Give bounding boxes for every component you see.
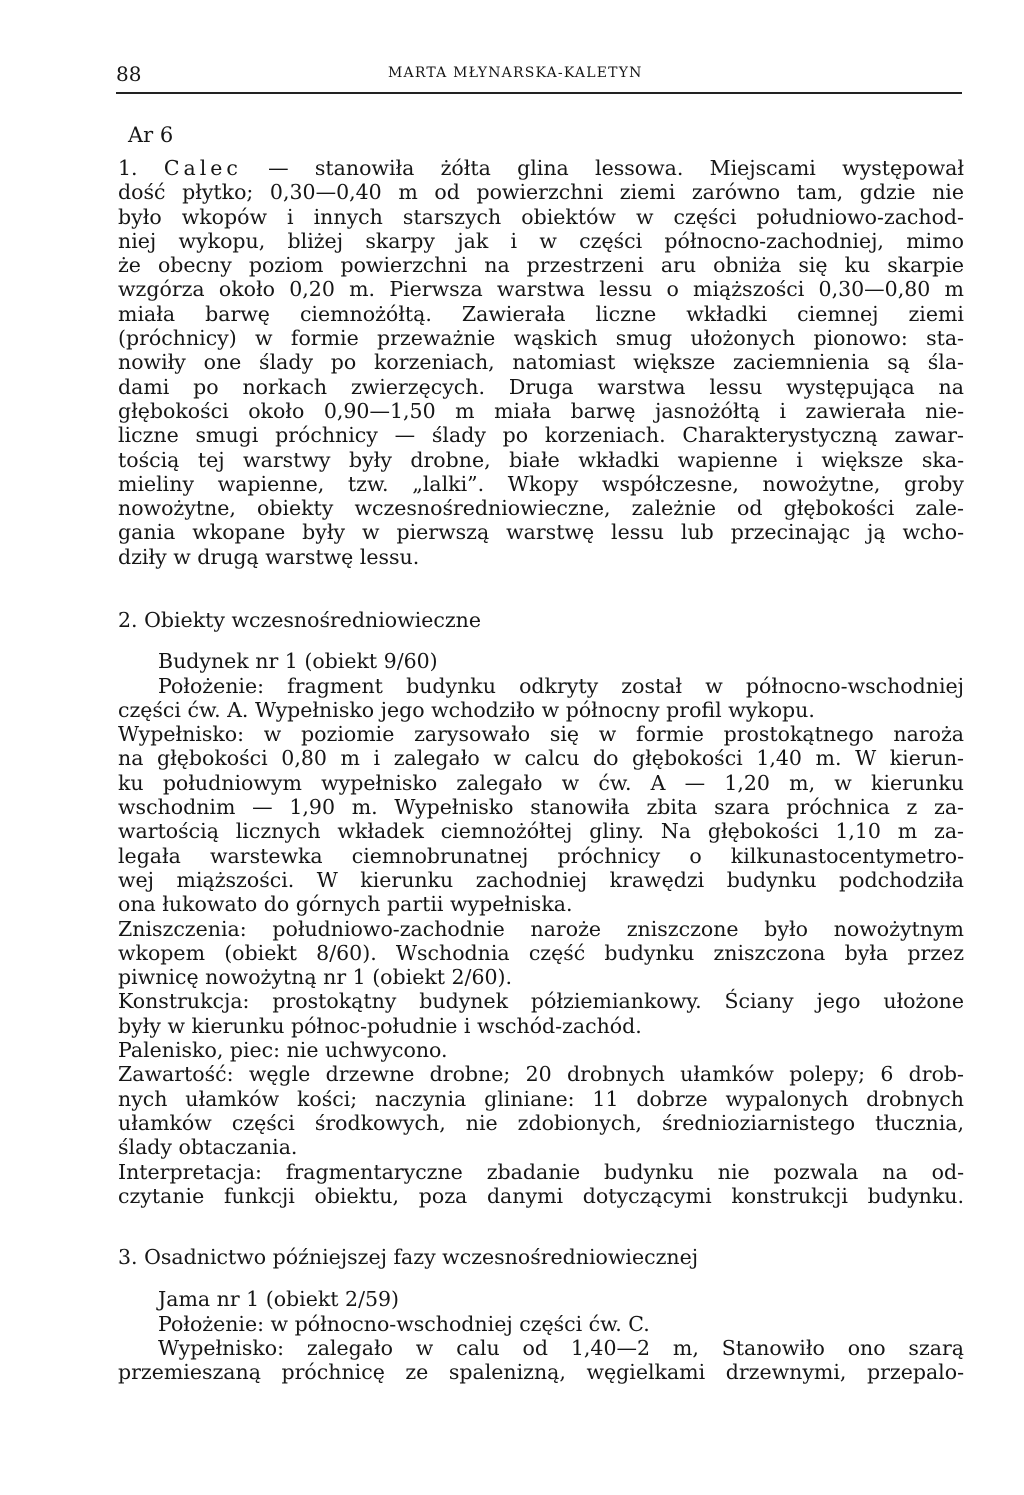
paragraph-line: gania wkopane były w pierwszą warstwę lessu lub przecinając ją wcho-: [118, 520, 964, 545]
paragraph-line: Palenisko, piec: nie uchwycono.: [118, 1038, 448, 1063]
paragraph-line: ona łukowato do górnych partii wypełniska.: [118, 892, 573, 917]
paragraph-line: dami po norkach zwierzęcych. Druga warstwa lessu występująca na: [118, 374, 964, 399]
paragraph-line: były w kierunku północ-południe i wschód-zachód.: [118, 1013, 642, 1038]
section-number: 1.: [118, 156, 138, 180]
paragraph-line: głębokości około 0,90—1,50 m miała barwę jasnożółtą i zawierała nie-: [118, 398, 964, 423]
section-calec: [118, 156, 964, 569]
paragraph-line-text: stanowiła żółta glina lessowa. Miejscami występował: [314, 156, 964, 180]
paragraph-line: Interpretacja: fragmentaryczne zbadanie budynku nie pozwala na od-: [118, 1159, 964, 1184]
paragraph-line: tością tej warstwy były drobne, białe wkładki wapienne i większe ska-: [118, 447, 964, 472]
paragraph-line: niej wykopu, bliżej skarpy jak i w części północno-zachodniej, mimo: [118, 228, 964, 253]
paragraph-line: (próchnicy) w formie przeważnie wąskich smug ułożonych pionowo: sta-: [118, 326, 964, 351]
paragraph-line: dziły w drugą warstwę lessu.: [118, 544, 420, 569]
paragraph-line: nych ułamków kości; naczynia gliniane: 11 dobrze wypalonych drobnych: [118, 1086, 964, 1111]
section-heading: 2. Obiekty wczesnośredniowieczne: [118, 608, 482, 632]
paragraph-line: że obecny poziom powierzchni na przestrzeni aru obniża się ku skarpie: [118, 253, 964, 278]
paragraph-line: Położenie: w północno-wschodniej części ćw. C.: [158, 1311, 650, 1336]
pit-heading: Jama nr 1 (obiekt 2/59): [158, 1287, 400, 1312]
paragraph-line: przemieszaną próchnicę ze spalenizną, węgielkami drzewnymi, przepalo-: [118, 1360, 964, 1385]
paragraph-line: legała warstewka ciemnobrunatnej próchnicy o kilkunastocentymetro-: [118, 843, 964, 868]
running-title: MARTA MŁYNARSKA-KALETYN: [388, 65, 643, 81]
paragraph-line: Wypełnisko: w poziomie zarysowało się w formie prostokątnego naroża: [118, 722, 964, 747]
paragraph-line: części ćw. A. Wypełnisko jego wchodziło w północny profil wykopu.: [118, 697, 815, 722]
paragraph-line: Konstrukcja: prostokątny budynek półziemiankowy. Ściany jego ułożone: [118, 989, 964, 1014]
paragraph-line: Wypełnisko: zalegało w calu od 1,40—2 m, Stanowiło ono szarą: [158, 1335, 964, 1360]
paragraph-line: nowożytne, obiekty wczesnośredniowieczne, zależnie od głębokości zale-: [118, 496, 964, 521]
section-early-medieval-objects: [118, 608, 964, 1208]
paragraph-line: było wkopów i innych starszych obiektów w części południowo-zachod-: [118, 204, 964, 229]
section-heading: 3. Osadnictwo późniejszej fazy wczesnośredniowiecznej: [118, 1245, 699, 1269]
paragraph-line: wartością licznych wkładek ciemnożółtej gliny. Na głębokości 1,10 m za-: [118, 819, 964, 844]
paragraph-line: Położenie: fragment budynku odkryty został w północno-wschodniej: [158, 673, 964, 698]
page-header: [116, 62, 962, 94]
paragraph-line: mieliny wapienne, tzw. „lalki”. Wkopy współczesne, nowożytne, groby: [118, 471, 964, 496]
paragraph-line: wzgórza około 0,20 m. Pierwsza warstwa lessu o miąższości 0,30—0,80 m: [118, 277, 964, 302]
section-later-phase: [118, 1245, 964, 1384]
paragraph-line: ku południowym wypełnisko zalegało w ćw. A — 1,20 m, w kierunku: [118, 770, 964, 795]
paragraph-line: ślady obtaczania.: [118, 1135, 298, 1160]
paragraph-line: dość płytko; 0,30—0,40 m od powierzchni ziemi zarówno tam, gdzie nie: [118, 180, 964, 205]
paragraph-line: miała barwę ciemnożółtą. Zawierała liczne wkładki ciemnej ziemi: [118, 301, 964, 326]
building-heading: Budynek nr 1 (obiekt 9/60): [158, 649, 438, 674]
paragraph-line: [118, 156, 964, 180]
paragraph-line: liczne smugi próchnicy — ślady po korzeniach. Charakterystyczną zawar-: [118, 423, 964, 448]
paragraph-line: wschodnim — 1,90 m. Wypełnisko stanowiła zbita szara próchnica z za-: [118, 795, 964, 820]
paragraph-line: Zniszczenia: południowo-zachodnie naroże zniszczone było nowożytnym: [118, 916, 964, 941]
paragraph-line: na głębokości 0,80 m i zalegało w calcu do głębokości 1,40 m. W kierun-: [118, 746, 964, 771]
paragraph-line: wkopem (obiekt 8/60). Wschodnia część budynku zniszczona była przez: [118, 940, 964, 965]
dash: —: [268, 156, 315, 180]
term-calec: Calec: [163, 156, 242, 180]
site-label: Ar 6: [128, 123, 174, 147]
paragraph-line: Zawartość: węgle drzewne drobne; 20 drobnych ułamków polepy; 6 drob-: [118, 1062, 964, 1087]
paragraph-line: czytanie funkcji obiektu, poza danymi dotyczącymi konstrukcji budynku.: [118, 1183, 964, 1208]
paragraph-line: nowiły one ślady po korzeniach, natomiast większe zaciemnienia są śla-: [118, 350, 964, 375]
paragraph-line: piwnicę nowożytną nr 1 (obiekt 2/60).: [118, 965, 513, 990]
page-number: 88: [116, 62, 142, 86]
paragraph-line: ułamków części środkowych, nie zdobionych, średnioziarnistego tłucznia,: [118, 1110, 964, 1135]
paragraph-line: wej miąższości. W kierunku zachodniej krawędzi budynku podchodziła: [118, 867, 964, 892]
